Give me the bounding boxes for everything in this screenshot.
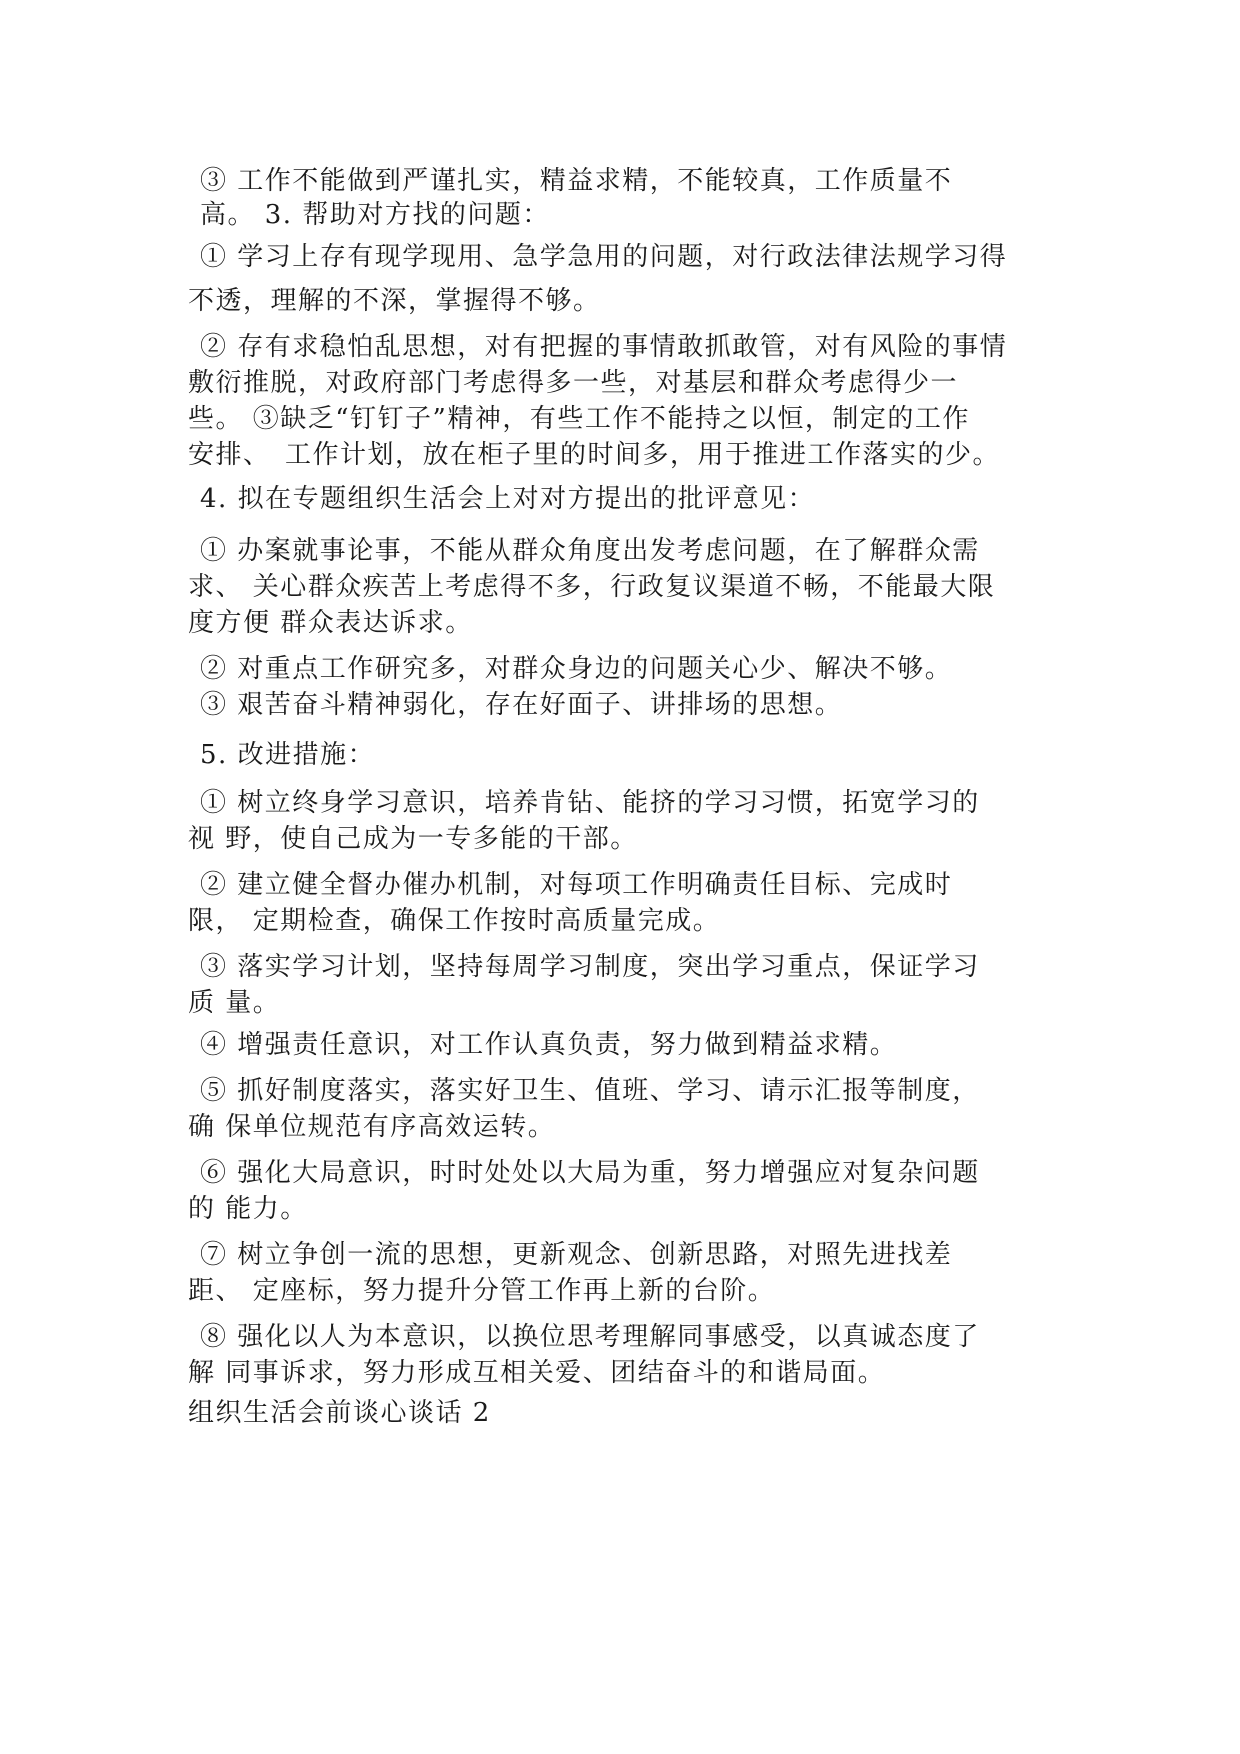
- text-line-23: ⑤ 抓好制度落实，落实好卫生、值班、学习、请示汇报等制度，: [200, 1076, 980, 1106]
- text-line-20: ③ 落实学习计划，坚持每周学习制度，突出学习重点，保证学习: [200, 952, 980, 982]
- text-line-24: 确 保单位规范有序高效运转。: [188, 1112, 556, 1142]
- text-line-13: ② 对重点工作研究多，对群众身边的问题关心少、解决不够。: [200, 654, 953, 684]
- text-line-3: ① 学习上存有现学现用、急学急用的问题，对行政法律法规学习得: [200, 242, 1008, 272]
- section-heading: 组织生活会前谈心谈话 2: [188, 1398, 491, 1428]
- text-line-14: ③ 艰苦奋斗精神弱化，存在好面子、讲排场的思想。: [200, 690, 843, 720]
- text-line-21: 质 量。: [188, 988, 281, 1018]
- text-line-1: ③ 工作不能做到严谨扎实，精益求精，不能较真，工作质量不: [200, 166, 953, 196]
- text-line-6: 敷衍推脱，对政府部门考虑得多一些，对基层和群众考虑得少一: [188, 368, 959, 398]
- text-line-18: ② 建立健全督办催办机制，对每项工作明确责任目标、完成时: [200, 870, 953, 900]
- text-line-16: ① 树立终身学习意识，培养肯钻、能挤的学习习惯，拓宽学习的: [200, 788, 980, 818]
- text-line-7: 些。 ③缺乏“钉钉子”精神，有些工作不能持之以恒，制定的工作: [188, 404, 970, 434]
- text-line-26: 的 能力。: [188, 1194, 308, 1224]
- text-line-17: 视 野，使自己成为一专多能的干部。: [188, 824, 638, 854]
- text-line-15: 5. 改进措施：: [200, 740, 376, 770]
- text-line-29: ⑧ 强化以人为本意识，以换位思考理解同事感受，以真诚态度了: [200, 1322, 980, 1352]
- text-line-2: 高。 3. 帮助对方找的问题：: [200, 200, 550, 230]
- text-line-19: 限， 定期检查，确保工作按时高质量完成。: [188, 906, 721, 936]
- text-line-12: 度方便 群众表达诉求。: [188, 608, 473, 638]
- text-line-10: ① 办案就事论事，不能从群众角度出发考虑问题，在了解群众需: [200, 536, 980, 566]
- text-line-25: ⑥ 强化大局意识，时时处处以大局为重，努力增强应对复杂问题: [200, 1158, 980, 1188]
- text-line-5: ② 存有求稳怕乱思想，对有把握的事情敢抓敢管，对有风险的事情: [200, 332, 1008, 362]
- text-line-22: ④ 增强责任意识，对工作认真负责，努力做到精益求精。: [200, 1030, 898, 1060]
- text-line-8: 安排、 工作计划，放在柜子里的时间多，用于推进工作落实的少。: [188, 440, 1001, 470]
- text-line-28: 距、 定座标，努力提升分管工作再上新的台阶。: [188, 1276, 776, 1306]
- text-line-30: 解 同事诉求，努力形成互相关爱、团结奋斗的和谐局面。: [188, 1358, 886, 1388]
- text-line-4: 不透，理解的不深，掌握得不够。: [188, 286, 601, 316]
- text-line-9: 4. 拟在专题组织生活会上对对方提出的批评意见：: [200, 484, 816, 514]
- text-line-27: ⑦ 树立争创一流的思想，更新观念、创新思路，对照先进找差: [200, 1240, 953, 1270]
- text-line-11: 求、 关心群众疾苦上考虑得不多，行政复议渠道不畅，不能最大限: [188, 572, 996, 602]
